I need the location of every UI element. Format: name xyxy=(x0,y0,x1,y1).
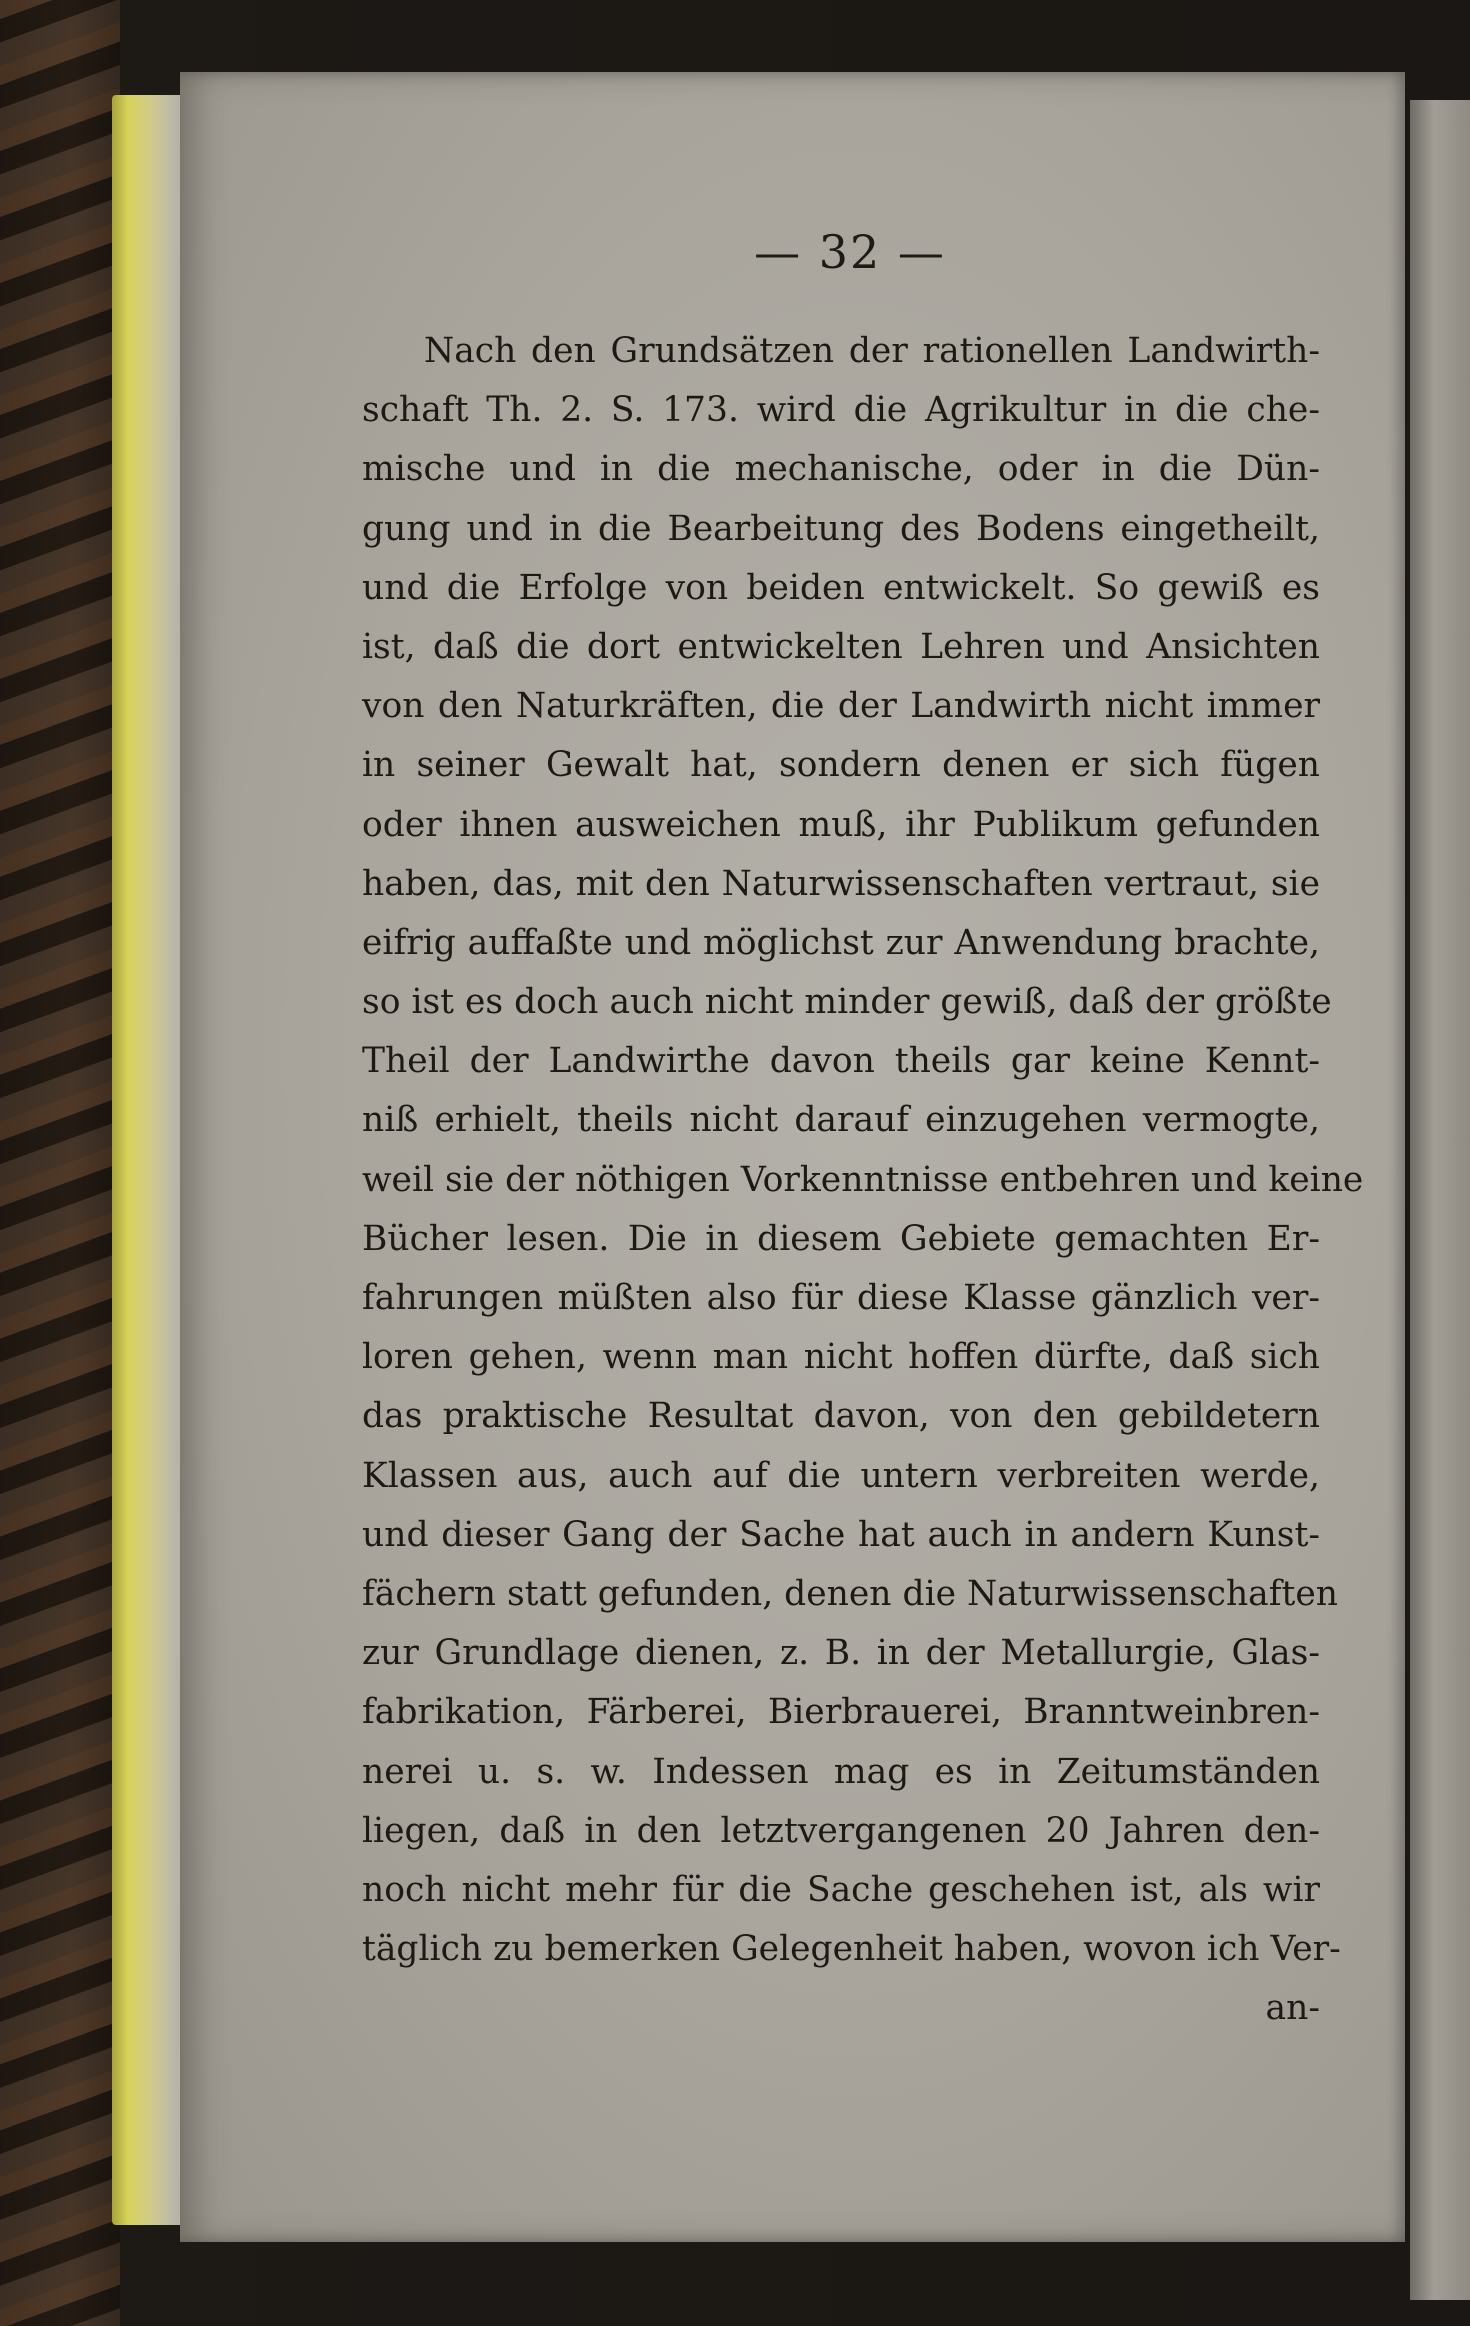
text-line: oder ihnen ausweichen muß, ihr Publikum gefunden xyxy=(362,804,1320,845)
text-line: liegen, daß in den letztvergangenen 20 Jahren den- xyxy=(362,1810,1320,1851)
body-text xyxy=(362,322,1364,2038)
text-line: von den Naturkräften, die der Landwirth nicht immer xyxy=(362,686,1320,727)
text-line: niß erhielt, theils nicht darauf einzugehen vermogte, xyxy=(362,1100,1320,1141)
text-line: in seiner Gewalt hat, sondern denen er sich fügen xyxy=(362,745,1320,786)
text-line: Theil der Landwirthe davon theils gar keine Kennt- xyxy=(362,1041,1320,1082)
text-line: nerei u. s. w. Indessen mag es in Zeitumständen xyxy=(362,1751,1320,1792)
catchword: an- xyxy=(1265,1988,1320,2029)
text-line: Klassen aus, auch auf die untern verbreiten werde, xyxy=(362,1455,1320,1496)
text-line: so ist es doch auch nicht minder gewiß, daß der größte xyxy=(362,982,1332,1023)
facing-page-edge xyxy=(1410,100,1470,2300)
text-line: und dieser Gang der Sache hat auch in andern Kunst- xyxy=(362,1514,1320,1555)
text-line: Nach den Grundsätzen der rationellen Landwirth- xyxy=(424,331,1320,371)
book-cover-edge xyxy=(0,0,120,2326)
text-line: gung und in die Bearbeitung des Bodens eingetheilt, xyxy=(362,508,1320,549)
text-line: fächern statt gefunden, denen die Naturwissenschaften xyxy=(362,1573,1339,1614)
text-line: mische und in die mechanische, oder in die Dün- xyxy=(362,449,1320,490)
page-number: — 32 — xyxy=(754,225,946,279)
text-line: loren gehen, wenn man nicht hoffen dürfte, daß sich xyxy=(362,1337,1320,1378)
text-line: zur Grundlage dienen, z. B. in der Metallurgie, Glas- xyxy=(362,1633,1320,1674)
text-line: Bücher lesen. Die in diesem Gebiete gemachten Er- xyxy=(362,1218,1320,1259)
text-line: fahrungen müßten also für diese Klasse gänzlich ver- xyxy=(362,1278,1320,1318)
text-line: ist, daß die dort entwickelten Lehren und Ansichten xyxy=(362,626,1320,667)
text-line: und die Erfolge von beiden entwickelt. So gewiß es xyxy=(362,567,1320,608)
text-line: täglich zu bemerken Gelegenheit haben, wovon ich Ver- xyxy=(362,1929,1341,1970)
text-line: eifrig auffaßte und möglichst zur Anwendung brachte, xyxy=(362,922,1320,963)
text-line: das praktische Resultat davon, von den gebildetern xyxy=(362,1396,1320,1437)
text-line: weil sie der nöthigen Vorkenntnisse entbehren und keine xyxy=(362,1159,1364,1200)
text-line: haben, das, mit den Naturwissenschaften vertraut, sie xyxy=(362,863,1320,904)
text-line: fabrikation, Färberei, Bierbrauerei, Branntweinbren- xyxy=(362,1692,1320,1733)
text-line: schaft Th. 2. S. 173. wird die Agrikultur in die che- xyxy=(362,390,1320,431)
text-line: noch nicht mehr für die Sache geschehen ist, als wir xyxy=(362,1869,1320,1910)
